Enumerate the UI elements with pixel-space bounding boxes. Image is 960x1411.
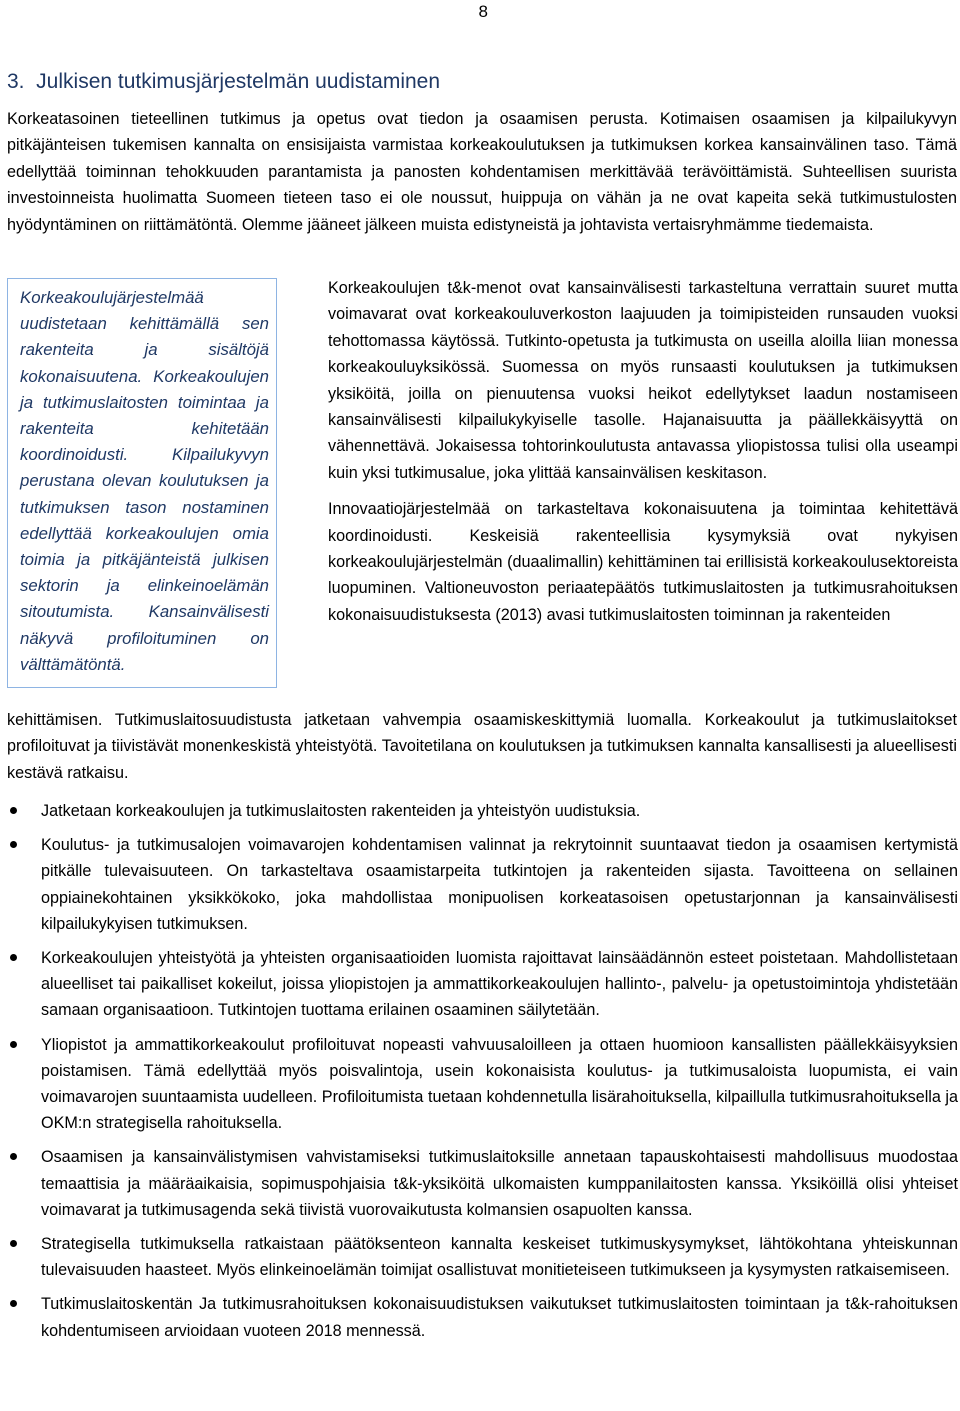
list-item <box>0 945 958 1024</box>
list-item <box>0 832 958 937</box>
list-item <box>0 798 958 824</box>
bullet-icon <box>10 1300 17 1307</box>
list-item <box>0 1231 958 1283</box>
page-number: 8 <box>478 2 488 21</box>
list-item <box>0 1032 958 1137</box>
list-item <box>0 1144 958 1223</box>
list-item-text: Osaamisen ja kansainvälistymisen vahvistamiseksi tutkimuslaitoksille annetaan tapauskohtaisesti mahdollisuus muodostaa temaattisia ja määräaikaisia, sopimuspohjaisia t&k-yksiköitä ulkomaisten kumppanilaitosten kanssa. Yksiköillä olisi yhteiset voimavarat ja tutkimusagenda sekä tiivistä vuorovaikutusta kolmansien osapuolten kanssa. <box>41 1148 958 1219</box>
right-paragraph-2: Innovaatiojärjestelmää on tarkasteltava kokonaisuutena ja toimintaa kehitettävä koordinoidusti. Keskeisiä rakenteellisia kysymyksiä ovat nykyisen korkeakoulujärjestelmän (duaalimallin) kehittäminen tai erillisistä korkeakoulusektoreista luopuminen. Valtioneuvoston periaatepäätös tutkimuslaitosten ja tutkimusrahoituksen kokonaisuudistuksesta (2013) avasi tutkimuslaitosten toiminnan ja rakenteiden <box>328 500 958 624</box>
bullet-icon <box>10 841 17 848</box>
bullet-list <box>0 798 958 1352</box>
list-item-text: Tutkimuslaitoskentän Ja tutkimusrahoituksen kokonaisuudistuksen vaikutukset tutkimuslaitosten toimintaan ja t&k-rahoituksen kohdentumiseen arvioidaan vuoteen 2018 mennessä. <box>41 1295 958 1340</box>
continuation-paragraph: kehittämisen. Tutkimuslaitosuudistusta jatketaan vahvempia osaamiskeskittymiä luomalla. Korkeakoulut ja tutkimuslaitokset profiloituvat ja tiivistävät monenkeskistä yhteistyötä. Tavoitetilana on koulutuksen ja tutkimuksen kannalta kansallisesti ja alueellisesti kestävä ratkaisu. <box>7 711 957 782</box>
bullet-icon <box>10 1041 17 1048</box>
list-item-text: Strategisella tutkimuksella ratkaistaan päätöksenteon kannalta keskeiset tutkimuskysymykset, lähtökohtana yhteiskunnan tulevaisuuden haasteet. Myös elinkeinoelämän toimijat osallistuvat monitieteiseen tutkimukseen ja kysymysten ratkaisemiseen. <box>41 1235 958 1280</box>
intro-paragraph: Korkeatasoinen tieteellinen tutkimus ja opetus ovat tiedon ja osaamisen perusta. Kotimaisen osaamisen ja kilpailukyvyn pitkäjänteisen tukemisen kannalta on ensisijaista varmistaa korkeakoulutuksen ja tutkimuksen korkea kansainvälinen taso. Tämä edellyttää toiminnan tehokkuuden parantamista ja panosten kohdentamisen merkittävää terävöittämistä. Suhteellisen suurista investoinneista huolimatta Suomeen tieteen taso ei ole noussut, huippuja on vähän ja ne ovat kapeita sekä tutkimustulosten hyödyntäminen on riittämätöntä. Olemme jääneet jälkeen muista edistyneistä ja johtavista vertaisryhmämme tiedemaista. <box>7 110 957 234</box>
list-item-text: Yliopistot ja ammattikorkeakoulut profiloituvat nopeasti vahvuusaloilleen ja ottaen huomioon kansallisten päällekkäisyyksien poistamisen. Tämä edellyttää myös poisvalintoja, usein kokonaisista koulutus- ja tutkimusaloista luopumista, ei vain voimavarojen suuntaamista uudelleen. Profiloitumista tuetaan kohdennetulla lisärahoituksella, kilpaillulla tutkimusrahoituksella ja OKM:n strategisella rahoituksella. <box>41 1035 958 1133</box>
right-paragraph-1: Korkeakoulujen t&k-menot ovat kansainvälisesti tarkasteltuna verrattain suuret mutta voimavarat ovat korkeakouluverkoston laajuuden ja toimipisteiden runsauden vuoksi tehottomassa käytössä. Tutkinto-opetusta ja tutkimusta on useilla aloilla liian monessa korkeakouluyksikössä. Suomessa on myös runsaasti koulutuksen ja tutkimuksen yksiköitä, joilla on pienuutensa vuoksi heikot edellytykset laadun nostamiseen kansainvälisesti kilpailukykyiselle tasolle. Hajanaisuutta ja päällekkäisyyttä on vähennettävä. Jokaisessa tohtorinkoulutusta antavassa yliopistossa tulisi olla useampi kuin yksi tutkimusalue, joka ylittää kansainvälisen keskitason. <box>328 279 958 482</box>
list-item-text: Korkeakoulujen yhteistyötä ja yhteisten organisaatioiden luomista rajoittavat lainsäädännön esteet poistetaan. Mahdollistetaan alueelliset tai paikalliset kokeilut, joissa yliopistojen ja ammattikorkeakoulujen hallinto-, palvelu- ja opetustoimintoja yhdistetään samaan organisaatioon. Tutkintojen tuottama erilainen osaaminen säilytetään. <box>41 949 958 1020</box>
bullet-icon <box>10 1153 17 1160</box>
bullet-icon <box>10 807 17 814</box>
bullet-icon <box>10 954 17 961</box>
highlight-box: Korkeakoulujärjestelmää uudistetaan kehittämällä sen rakenteita ja sisältöjä kokonaisuutena. Korkeakoulujen ja tutkimuslaitosten toimintaa ja rakenteita kehitetään koordinoidusti. Kilpailukyvyn perustana olevan koulutuksen ja tutkimuksen tason nostaminen edellyttää korkeakoulujen omia toimia ja pitkäjänteistä julkisen sektorin ja elinkeinoelämän sitoutumista. Kansainvälisesti näkyvä profiloituminen on välttämätöntä. <box>7 278 277 688</box>
list-item-text: Jatketaan korkeakoulujen ja tutkimuslaitosten rakenteiden ja yhteistyön uudistuksia. <box>41 802 641 820</box>
bullet-icon <box>10 1240 17 1247</box>
list-item <box>0 1291 958 1343</box>
right-column <box>328 275 958 628</box>
list-item-text: Koulutus- ja tutkimusalojen voimavarojen kohdentamisen valinnat ja rekrytoinnit suuntaavat tiedon ja osaamisen kertymistä pitkälle tulevaisuuteen. On tarkasteltava osaamistarpeita tutkintojen ja rakenteiden sijasta. Tavoitteena on sellainen oppiainekohtainen yksikkökoko, joka mahdollistaa monipuolisen korkeatasoisen opetustarjonnan ja kansainvälisesti kilpailukykyisen tutkimuksen. <box>41 836 958 933</box>
section-heading: 3. Julkisen tutkimusjärjestelmän uudistaminen <box>7 70 441 93</box>
